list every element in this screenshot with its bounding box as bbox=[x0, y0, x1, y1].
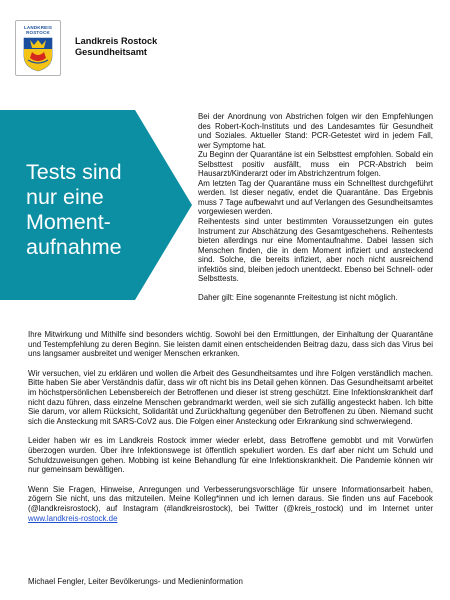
banner-title-line: Moment- bbox=[26, 210, 111, 234]
body-paragraph-contact bbox=[28, 485, 433, 524]
body-paragraph: Leider haben wir es im Landkreis Rostock immer wieder erlebt, dass Betroffene gemobbt und mit Vorwürfen überzogen wurden. Über ihre Infektionswege ist öffentlich spekuliert worden. Es darf aber nicht um Schuld und Schuldzuweisungen gehen. Mobbing ist keine Behandlung für eine Infektionskrankheit. Die Pandemie können wir nur gemeinsam bewältigen. bbox=[28, 436, 433, 475]
body-text bbox=[28, 330, 433, 523]
title-banner bbox=[0, 110, 192, 300]
org-name-line2: Gesundheitsamt bbox=[75, 47, 147, 57]
banner-title-line: nur eine bbox=[26, 185, 104, 209]
district-crest-logo bbox=[15, 20, 61, 76]
organization-name bbox=[75, 36, 157, 58]
org-name-line1: Landkreis Rostock bbox=[75, 36, 158, 46]
right-paragraph: Reihentests sind unter bestimmten Voraussetzungen ein gutes Instrument zur Abschätzung des Gesamtgeschehens. Reihentests bieten allerdings nur eine Momentaufnahme. Dabei lassen sich Menschen finden, die in dem Moment infiziert und ansteckend sind. Solche, die bereits infiziert, aber noch nicht ausreichend infektiös sind, bleiben jedoch unentdeckt. Ebenso bei Schnell- oder Selbsttests. bbox=[198, 217, 433, 284]
right-paragraph: Am letzten Tag der Quarantäne muss ein Schnelltest durchgeführt werden. Ist dieser negativ, endet die Quarantäne. Das Ergebnis muss 7 Tage aufbewahrt und auf Verlangen des Gesundheitsamtes vorgewiesen werden. bbox=[198, 178, 433, 217]
body-paragraph: Wir versuchen, viel zu erklären und wollen die Arbeit des Gesundheitsamtes und ihre Folgen verständlich machen. Bitte haben Sie aber Verständnis dafür, dass wir oft nicht bis ins Detail gehen können. Das Gesundheitsamt arbeitet im höchstpersönlichen Lebensbereich der Betroffenen und dieser ist streng geschützt. Eine Infektionskrankheit darf nicht dazu führen, dass einzelne Menschen gebrandmarkt werden, weil sie sich zufällig angesteckt haben. Ich bitte Sie darum, vor allem Rücksicht, Solidarität und Zurückhaltung gegenüber den Betroffenen zu üben. Niemand sucht sich die Ansteckung mit SARS-CoV2 aus. Die Folgen einer Ansteckung oder Erkrankung sind schwerwiegend. bbox=[28, 368, 433, 427]
right-column-text bbox=[198, 112, 433, 302]
banner-title-line: Tests sind bbox=[26, 160, 122, 184]
crest-label-line1: LANDKREIS bbox=[23, 25, 53, 30]
right-paragraph-conclusion: Daher gilt: Eine sogenannte Freitestung ist nicht möglich. bbox=[198, 292, 398, 302]
crest-label-line2: ROSTOCK bbox=[26, 30, 50, 35]
crest-shield-icon bbox=[20, 36, 56, 72]
body-paragraph: Ihre Mitwirkung und Mithilfe sind besonders wichtig. Sowohl bei den Ermittlungen, der Einhaltung der Quarantäne und Testempfehlung zu deren Beginn. Sie leisten damit einen entscheidenden Beitrag dazu, dass sich das Virus bei uns langsamer ausbreitet und weniger Menschen erkranken. bbox=[28, 330, 433, 359]
right-paragraph: Bei der Anordnung von Abstrichen folgen wir den Empfehlungen des Robert-Koch-Instituts und des Landesamtes für Gesundheit und Soziales. Aktueller Stand: PCR-Getestet wird in jedem Fall, wer Symptome hat. bbox=[198, 112, 433, 150]
right-paragraph: Zu Beginn der Quarantäne ist ein Selbsttest empfohlen. Sobald ein Selbsttest positiv ausfällt, muss ein PCR-Abstrich beim Hausarzt/Kinderarzt oder im Abstrichzentrum folgen. bbox=[198, 150, 433, 179]
banner-title-line: aufnahme bbox=[26, 235, 122, 259]
website-link[interactable]: www.landkreis-rostock.de bbox=[28, 513, 118, 523]
banner-title bbox=[26, 160, 176, 260]
signature: Michael Fengler, Leiter Bevölkerungs- und Medieninformation bbox=[28, 577, 243, 586]
contact-text: Wenn Sie Fragen, Hinweise, Anregungen und Verbesserungsvorschläge für unsere Informationsarbeit haben, zögern Sie nicht, uns das mitzuteilen. Meine Kolleg*innen und ich lernen daraus. Sie finden uns auf Facebook (@landkreisrostock), auf Instagram (#landkreisrostock), bei Twitter (@kreis_rostock) und im Internet unter bbox=[28, 484, 433, 514]
